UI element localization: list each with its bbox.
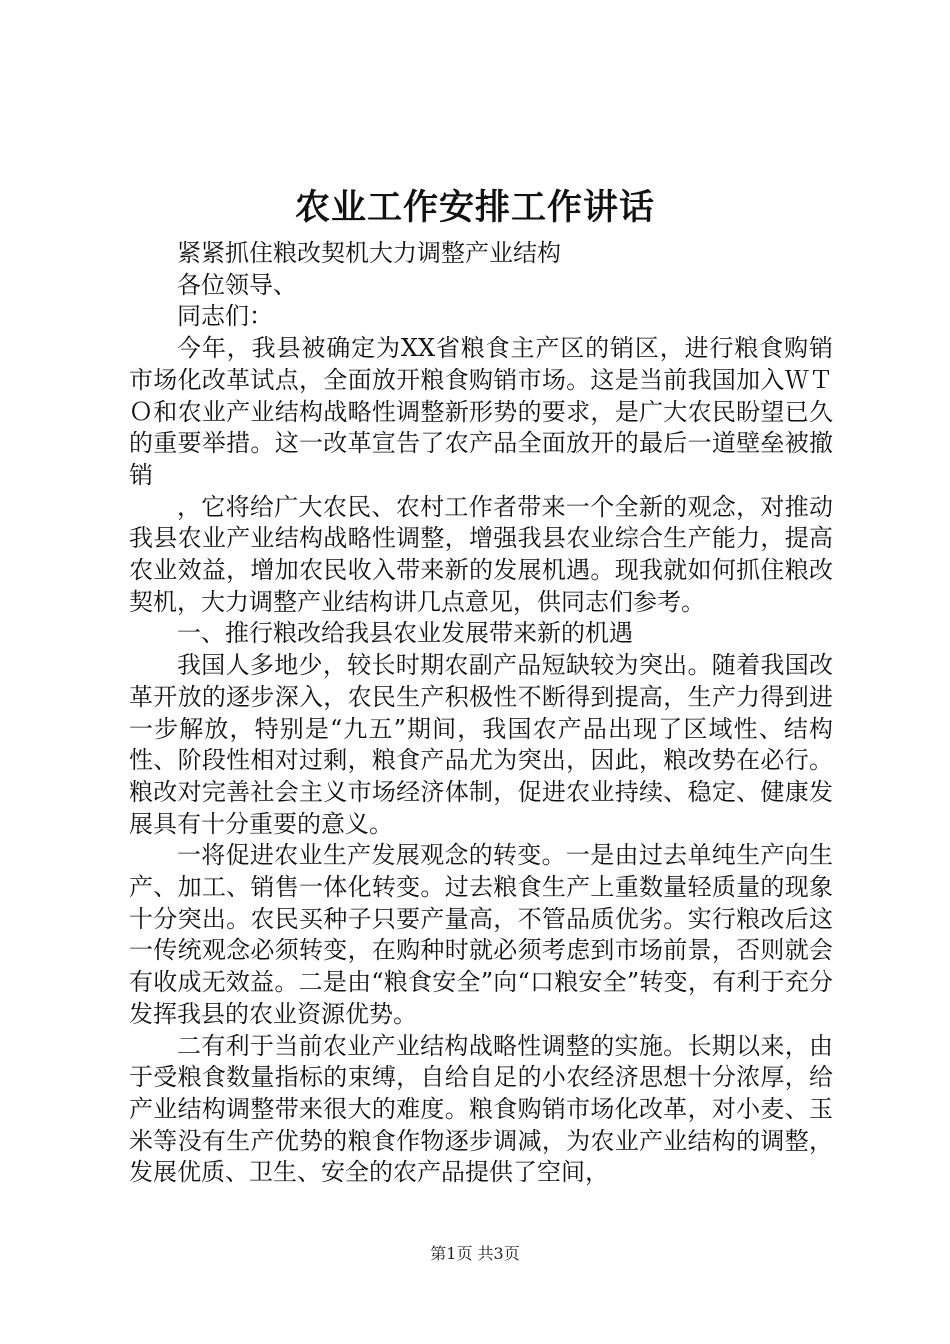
document-title: 农业工作安排工作讲话: [294, 187, 655, 228]
body-paragraph: 我国人多地少，较长时期农副产品短缺较为突出。随着我国改革开放的逐步深入，农民生产积极性不断得到提高，生产力得到进一步解放，特别是“九五”期间，我国农产品出现了区域性、结构性、阶段性相对过剩，粮食产品尤为突出，因此，粮改势在必行。粮改对完善社会主义市场经济体制，促进农业持续、稳定、健康发展具有十分重要的意义。: [129, 651, 833, 838]
salutation-line: 同志们：: [177, 302, 273, 331]
body-paragraph: 一将促进农业生产发展观念的转变。一是由过去单纯生产向生产、加工、销售一体化转变。过去粮食生产上重数量轻质量的现象十分突出。农民买种子只要产量高，不管品质优劣。实行粮改后这一传统观念必须转变，在购种时就必须考虑到市场前景，否则就会有收成无效益。二是由“粮食安全”向“口粮安全”转变，有利于充分发挥我县的农业资源优势。: [129, 841, 833, 1028]
document-body: [129, 238, 833, 1189]
subtitle-paragraph: 紧紧抓住粮改契机大力调整产业结构: [177, 239, 561, 267]
body-paragraph: 二有利于当前农业产业结构战略性调整的实施。长期以来，由于受粮食数量指标的束缚，自给自足的小农经济思想十分浓厚，给产业结构调整带来很大的难度。粮食购销市场化改革，对小麦、玉米等没有生产优势的粮食作物逐步调减，为农业产业结构的调整，发展优质、卫生、安全的农产品提供了空间，: [129, 1031, 833, 1187]
page-footer: 第1页 共3页: [430, 1244, 520, 1263]
salutation-line: 各位领导、: [177, 270, 297, 299]
body-paragraph: ，它将给广大农民、农村工作者带来一个全新的观念，对推动我县农业产业结构战略性调整，增强我县农业综合生产能力，提高农业效益，增加农民收入带来新的发展机遇。现我就如何抓住粮改契机，大力调整产业结构讲几点意见，供同志们参考。: [129, 492, 833, 616]
section-heading: 一、推行粮改给我县农业发展带来新的机遇: [177, 619, 633, 648]
body-paragraph: 今年，我县被确定为XX省粮食主产区的销区，进行粮食购销市场化改革试点，全面放开粮食购销市场。这是当前我国加入ＷＴＯ和农业产业结构战略性调整新形势的要求，是广大农民盼望已久的重要举措。这一改革宣告了农产品全面放开的最后一道壁垒被撤销: [129, 334, 833, 489]
